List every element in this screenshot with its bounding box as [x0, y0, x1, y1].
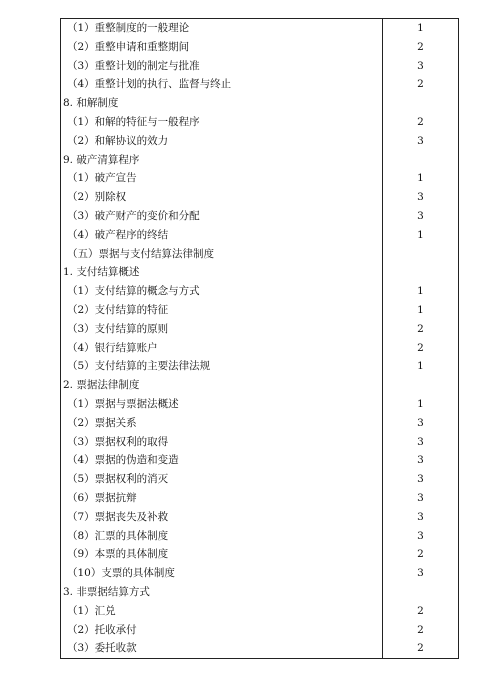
section-heading-row — [61, 263, 459, 282]
topic-text: （3）委托收款 — [67, 642, 137, 655]
topic-text: （8）汇票的具体制度 — [67, 529, 169, 542]
table-row — [61, 470, 459, 489]
level-cell — [383, 151, 459, 170]
table-row — [61, 433, 459, 452]
level-cell: 3 — [383, 207, 459, 226]
topic-cell — [61, 38, 383, 57]
topic-text: （4）银行结算账户 — [67, 341, 158, 354]
level-cell: 3 — [383, 132, 459, 151]
topic-cell — [61, 527, 383, 546]
level-cell: 3 — [383, 433, 459, 452]
level-cell: 1 — [383, 169, 459, 188]
topic-text: （7）票据丧失及补救 — [67, 510, 169, 523]
level-cell: 3 — [383, 188, 459, 207]
level-cell: 3 — [383, 508, 459, 527]
table-row — [61, 357, 459, 376]
topic-text: （3）支付结算的原则 — [67, 322, 169, 335]
section-heading-row — [61, 94, 459, 113]
section-heading-row — [61, 376, 459, 395]
level-cell: 3 — [383, 470, 459, 489]
table-row — [61, 282, 459, 301]
topic-cell — [61, 19, 383, 38]
topic-cell — [61, 132, 383, 151]
topic-cell — [61, 470, 383, 489]
topic-cell — [61, 226, 383, 245]
level-cell: 2 — [383, 38, 459, 57]
topic-text: （1）汇兑 — [67, 604, 116, 617]
table-row — [61, 19, 459, 38]
topic-cell — [61, 621, 383, 640]
topic-cell — [61, 282, 383, 301]
table-row — [61, 188, 459, 207]
level-cell: 2 — [383, 113, 459, 132]
topic-cell — [61, 301, 383, 320]
topic-cell — [61, 451, 383, 470]
topic-text: （9）本票的具体制度 — [67, 548, 169, 561]
topic-text: （1）和解的特征与一般程序 — [67, 115, 200, 128]
topic-cell — [61, 263, 383, 282]
topic-text: （3）票据权利的取得 — [67, 435, 169, 448]
table-row — [61, 621, 459, 640]
topic-text: （1）票据与票据法概述 — [67, 397, 179, 410]
level-cell: 2 — [383, 320, 459, 339]
topic-cell — [61, 169, 383, 188]
table-row — [61, 602, 459, 621]
level-cell: 2 — [383, 621, 459, 640]
topic-cell — [61, 339, 383, 358]
topic-cell — [61, 94, 383, 113]
table-row — [61, 508, 459, 527]
level-cell — [383, 245, 459, 264]
topic-text: （3）重整计划的制定与批准 — [67, 59, 200, 72]
level-cell: 3 — [383, 527, 459, 546]
table-row — [61, 169, 459, 188]
level-cell: 2 — [383, 75, 459, 94]
table-row — [61, 639, 459, 658]
table-row — [61, 207, 459, 226]
topic-cell — [61, 508, 383, 527]
topic-cell — [61, 188, 383, 207]
topic-cell — [61, 57, 383, 76]
table-row — [61, 57, 459, 76]
table-row — [61, 564, 459, 583]
table-row — [61, 75, 459, 94]
topic-cell — [61, 75, 383, 94]
topic-cell — [61, 545, 383, 564]
topic-cell — [61, 564, 383, 583]
section-title: 3. 非票据结算方式 — [63, 585, 150, 598]
topic-cell — [61, 376, 383, 395]
level-cell: 1 — [383, 282, 459, 301]
level-cell: 2 — [383, 545, 459, 564]
syllabus-table — [60, 18, 459, 659]
level-cell: 3 — [383, 564, 459, 583]
topic-cell — [61, 320, 383, 339]
topic-cell — [61, 433, 383, 452]
level-cell: 1 — [383, 395, 459, 414]
chapter-title: （五）票据与支付结算法律制度 — [67, 247, 214, 260]
level-cell: 2 — [383, 602, 459, 621]
level-cell: 1 — [383, 226, 459, 245]
level-cell — [383, 583, 459, 602]
table-row — [61, 226, 459, 245]
level-cell: 3 — [383, 414, 459, 433]
level-cell: 1 — [383, 19, 459, 38]
topic-text: （2）票据关系 — [67, 416, 137, 429]
topic-cell — [61, 489, 383, 508]
topic-text: （2）托收承付 — [67, 623, 137, 636]
table-row — [61, 545, 459, 564]
level-cell: 2 — [383, 339, 459, 358]
table-row — [61, 132, 459, 151]
table-row — [61, 38, 459, 57]
topic-text: （4）重整计划的执行、监督与终止 — [67, 78, 232, 91]
topic-text: （2）重整申请和重整期间 — [67, 40, 190, 53]
table-row — [61, 489, 459, 508]
topic-text: （6）票据抗辩 — [67, 491, 137, 504]
topic-cell — [61, 602, 383, 621]
level-cell: 3 — [383, 451, 459, 470]
section-title: 8. 和解制度 — [63, 97, 119, 110]
chapter-heading-row — [61, 245, 459, 264]
topic-text: （2）别除权 — [67, 191, 127, 204]
topic-cell — [61, 113, 383, 132]
topic-text: （5）票据权利的消灭 — [67, 473, 169, 486]
syllabus-table-body — [61, 19, 459, 659]
topic-cell — [61, 395, 383, 414]
table-row — [61, 301, 459, 320]
topic-text: （2）和解协议的效力 — [67, 134, 169, 147]
table-row — [61, 527, 459, 546]
topic-text: （1）重整制度的一般理论 — [67, 22, 190, 34]
section-title: 1. 支付结算概述 — [63, 266, 140, 279]
topic-text: （1）破产宣告 — [67, 172, 137, 185]
table-row — [61, 339, 459, 358]
topic-cell — [61, 414, 383, 433]
topic-cell — [61, 151, 383, 170]
topic-text: （1）支付结算的概念与方式 — [67, 285, 200, 298]
level-cell — [383, 263, 459, 282]
table-row — [61, 414, 459, 433]
topic-cell — [61, 639, 383, 658]
section-heading-row — [61, 151, 459, 170]
topic-cell — [61, 583, 383, 602]
table-row — [61, 395, 459, 414]
table-row — [61, 113, 459, 132]
section-heading-row — [61, 583, 459, 602]
table-row — [61, 451, 459, 470]
table-row — [61, 320, 459, 339]
level-cell: 3 — [383, 489, 459, 508]
topic-text: （3）破产财产的变价和分配 — [67, 209, 200, 222]
topic-text: （10）支票的具体制度 — [67, 567, 175, 580]
level-cell: 2 — [383, 639, 459, 658]
topic-cell — [61, 357, 383, 376]
topic-text: （4）破产程序的终结 — [67, 228, 169, 241]
level-cell: 1 — [383, 357, 459, 376]
level-cell: 1 — [383, 301, 459, 320]
section-title: 9. 破产清算程序 — [63, 153, 140, 166]
level-cell: 3 — [383, 57, 459, 76]
topic-cell — [61, 245, 383, 264]
topic-cell — [61, 207, 383, 226]
section-title: 2. 票据法律制度 — [63, 379, 140, 392]
topic-text: （4）票据的伪造和变造 — [67, 454, 179, 467]
level-cell — [383, 376, 459, 395]
level-cell — [383, 94, 459, 113]
topic-text: （5）支付结算的主要法律法规 — [67, 360, 211, 373]
topic-text: （2）支付结算的特征 — [67, 303, 169, 316]
